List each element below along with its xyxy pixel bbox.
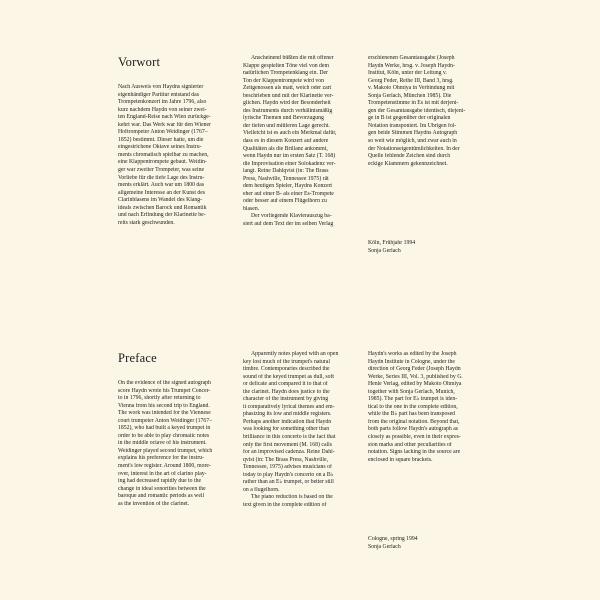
text-line: die Improvisation einer Solokadenz ver- xyxy=(243,160,336,167)
text-line: to in 1796, shortly after returning to xyxy=(118,395,201,402)
text-line: court trumpeter Anton Weidinger (1767– xyxy=(118,417,212,424)
text-line: character of the instrument by giving xyxy=(243,396,329,403)
text-line: baroque and romantic periods as well xyxy=(118,493,205,500)
text-line: dem heutigen Spieler, Haydns Konzert xyxy=(243,183,333,190)
text-line: enclosed in square brackets. xyxy=(368,456,433,463)
text-line: der Notationseigentümlichkeiten. In der xyxy=(368,145,460,152)
text-line: Vorliebe für die tiefe Lage des Instru- xyxy=(118,174,205,181)
text-line: Weidinger played second trumpet, which xyxy=(118,447,213,454)
text-line: Zeitgenossen als matt, weich oder zart xyxy=(243,85,332,92)
text-line: allgemeine Interesse an der Kunst des xyxy=(118,189,206,196)
text-line: gen beide Stimmen Haydns Autograph xyxy=(368,130,458,137)
text-line: lyrische Themen und Bevorzugung xyxy=(243,115,324,122)
text-line: ideals zwischen Barock und Romantik xyxy=(118,204,207,211)
text-line: key lost much of the trumpet's natural xyxy=(243,358,330,365)
text-line: Der vorliegende Klavierauszug ba- xyxy=(251,213,332,220)
text-line: eckige Klammern gekennzeichnet. xyxy=(368,160,448,167)
german-author: Sonja Gerlach xyxy=(368,247,401,254)
text-line: qvist (in: The Brass Press, Nashville, xyxy=(243,456,329,463)
text-line: gen der Gesamtausgabe identisch, diejeni- xyxy=(368,107,466,114)
text-line: Nach Ausweis von Haydns signierter xyxy=(118,84,204,90)
text-line: ge in B ist gegenüber der originalen xyxy=(368,115,451,122)
text-line: Apparently notes played with an open xyxy=(251,351,339,357)
text-line: rather than an E♭ trumpet, or better still xyxy=(243,479,334,486)
text-line: The piano reduction is based on the xyxy=(251,494,333,501)
text-line: 1985). The part for E♭ trumpet is iden- xyxy=(368,396,458,403)
text-line: brilliance in this concerto is the fact that xyxy=(243,434,336,441)
text-line: On the evidence of the signed autograph xyxy=(118,380,211,386)
text-line: eher auf einer B- als einer Es-Trompete xyxy=(243,190,334,197)
text-line: so weit wie möglich, und zwar auch in xyxy=(368,138,457,145)
text-line: ger war zweiter Trompeter, was seine xyxy=(118,167,204,174)
text-line: wenn Haydn nur im ersten Satz (T. 168) xyxy=(243,153,336,160)
text-line: Klappe gespielten Töne viel von dem xyxy=(243,62,329,69)
text-line: Haydn Institute in Cologne, under the xyxy=(368,358,455,365)
text-line: Sonja Gerlach, München 1985). Die xyxy=(368,92,452,99)
text-line: notation. Signs lacking in the source are xyxy=(368,449,461,456)
text-line: over, interest in the art of clarino play- xyxy=(118,470,207,477)
text-line: Trompetenkonzert im Jahre 1796, also xyxy=(118,99,207,106)
text-line: Haydn's works as edited by the Joseph xyxy=(368,351,457,357)
german-heading: Vorwort xyxy=(118,55,161,69)
text-line: Hoftrompeter Anton Weidinger (1767– xyxy=(118,129,208,136)
text-line: reits stark geschwunden. xyxy=(118,219,175,226)
text-line: was looking for something other than xyxy=(243,426,330,433)
text-line: eingestrichene Oktave seines Instru- xyxy=(118,144,202,151)
text-line: Werke, Series III, Vol. 3, published by G. xyxy=(368,373,463,380)
english-column-1 xyxy=(118,380,236,508)
text-line: Press, Nashville, Tennessee 1975) rät xyxy=(243,175,329,182)
text-line: beschrieben und mit der Klarinette ver- xyxy=(243,92,334,99)
english-column-2 xyxy=(243,351,361,509)
text-line: sound of the keyed trumpet as dull, soft xyxy=(243,373,335,380)
text-line: as the invention of the clarinet. xyxy=(118,500,190,507)
text-line: direction of Georg Feder (Joseph Haydn xyxy=(368,366,461,373)
text-line: the clarinet. Haydn does justice to the xyxy=(243,388,330,395)
text-line: Henle Verlag, edited by Makoto Ohmiya xyxy=(368,381,462,388)
text-line: Vienna from his second trip to England. xyxy=(118,402,210,409)
text-line: or delicate and compared it to that of xyxy=(243,381,328,388)
text-line: v. Makoto Ohmiya in Verbindung mit xyxy=(368,85,455,92)
text-line: explains his preference for the instru- xyxy=(118,455,205,462)
english-author: Sonja Gerlach xyxy=(368,543,401,550)
text-line: eine Klappentrompete gebaut. Weidin- xyxy=(118,159,207,166)
text-line: eigenhändiger Partitur entstand das xyxy=(118,91,199,98)
text-line: tical to the one in the complete edition, xyxy=(368,403,458,410)
text-line: sion marks and other peculiarities of xyxy=(368,441,452,448)
text-line: Institut, Köln, unter der Leitung v. xyxy=(368,70,447,77)
english-signature xyxy=(368,536,486,551)
text-line: erschienenen Gesamtausgabe (Joseph xyxy=(368,55,455,61)
german-column-2 xyxy=(243,55,361,229)
text-line: Notation transponiert. Im Übrigen fol- xyxy=(368,122,457,129)
text-line: for an improvised cadenza. Reine Dahl- xyxy=(243,449,335,456)
text-line: text given in the complete edition of xyxy=(243,501,327,508)
text-line: dass es in diesem Konzert auf andere xyxy=(243,138,329,145)
text-line: The work was intended for the Viennese xyxy=(118,410,211,417)
text-line: Tennessee, 1975) advises musicians of xyxy=(243,464,332,471)
text-line: only the first movement (M. 168) calls xyxy=(243,441,332,448)
text-line: today to play Haydn's concerto on a B♭ xyxy=(243,471,334,478)
text-line: score Haydn wrote his Trumpet Concer- xyxy=(118,387,211,394)
text-line: Perhaps another indication that Haydn xyxy=(243,418,332,425)
text-line: Ton der Klappentrompete wird von xyxy=(243,77,325,84)
text-line: together with Sonja Gerlach, Munich, xyxy=(368,388,455,395)
text-line: oder besser auf einem Flügelhorn zu xyxy=(243,198,327,205)
text-line: Haydn Werke, hrsg. v. Joseph Haydn- xyxy=(368,62,455,69)
english-heading: Preface xyxy=(118,351,157,365)
german-column-3 xyxy=(368,55,486,168)
text-line: closely as possible, even in their expres- xyxy=(368,434,461,441)
text-line: Qualitäten als die Brillanz ankommt, xyxy=(243,145,328,152)
text-line: it comparatively lyrical themes and em- xyxy=(243,403,335,410)
text-line: ments chromatisch spielbar zu machen, xyxy=(118,151,209,158)
text-line: change in ideal sonorities between the xyxy=(118,485,206,492)
text-line: langt. Reine Dahlqvist (in: The Brass xyxy=(243,168,329,175)
text-line: 1852), who had built a keyed trumpet in xyxy=(118,425,211,432)
text-line: ing had decreased rapidly due to the xyxy=(118,478,202,485)
german-signature xyxy=(368,240,486,255)
text-line: 1852) bestimmt. Dieser hatte, um die xyxy=(118,136,204,143)
text-line: both parts follow Haydn's autograph as xyxy=(368,426,458,433)
text-line: while the B♭ part has been transposed xyxy=(368,411,456,418)
text-line: Clarinblasens im Wandel des Klang- xyxy=(118,197,203,204)
text-line: blasen. xyxy=(243,205,260,212)
text-line: ment's low register. Around 1800, more- xyxy=(118,463,211,470)
text-line: from the original notation. Beyond that, xyxy=(368,418,460,425)
text-line: in the middle octave of his instrument. xyxy=(118,440,207,447)
text-line: ments erklärt. Auch war um 1800 das xyxy=(118,182,205,189)
text-line: kurz nachdem Haydn von seiner zwei- xyxy=(118,106,207,113)
text-line: der tiefen und mittleren Lage gerecht. xyxy=(243,122,330,129)
german-column-1 xyxy=(118,84,236,227)
text-line: timbre. Contemporaries described the xyxy=(243,366,330,373)
text-line: Georg Feder, Reihe III, Band 3, hrsg. xyxy=(368,77,454,84)
text-line: Anscheinend büßten die mit offener xyxy=(251,55,334,61)
text-line: siert auf dem Text der im selben Verlag xyxy=(243,221,334,228)
text-line: natürlichen Trompetenklang ein. Der xyxy=(243,70,328,77)
text-line: und nach Erfindung der Klarinette be- xyxy=(118,212,206,219)
english-column-3 xyxy=(368,351,486,464)
text-line: glichen. Haydn wird der Besonderheit xyxy=(243,100,331,107)
text-line: des Instruments durch verhältnismäßig xyxy=(243,107,333,114)
english-place-date: Cologne, spring 1994 xyxy=(368,536,418,542)
text-line: Quelle fehlende Zeichen sind durch xyxy=(368,153,451,160)
text-line: phasizing its low and middle registers. xyxy=(243,411,332,418)
text-line: ten England-Reise nach Wien zurückge- xyxy=(118,114,211,121)
text-line: Trompetenstimme in Es ist mit derjeni- xyxy=(368,100,459,107)
text-line: on a flugelhorn. xyxy=(243,486,280,493)
german-place-date: Köln, Frühjahr 1994 xyxy=(368,240,416,246)
text-line: Vielleicht ist es auch ein Merkmal dafür, xyxy=(243,130,337,137)
text-line: order to be able to play chromatic notes xyxy=(118,432,210,439)
text-line: kehrt war. Das Werk war für den Wiener xyxy=(118,121,211,128)
